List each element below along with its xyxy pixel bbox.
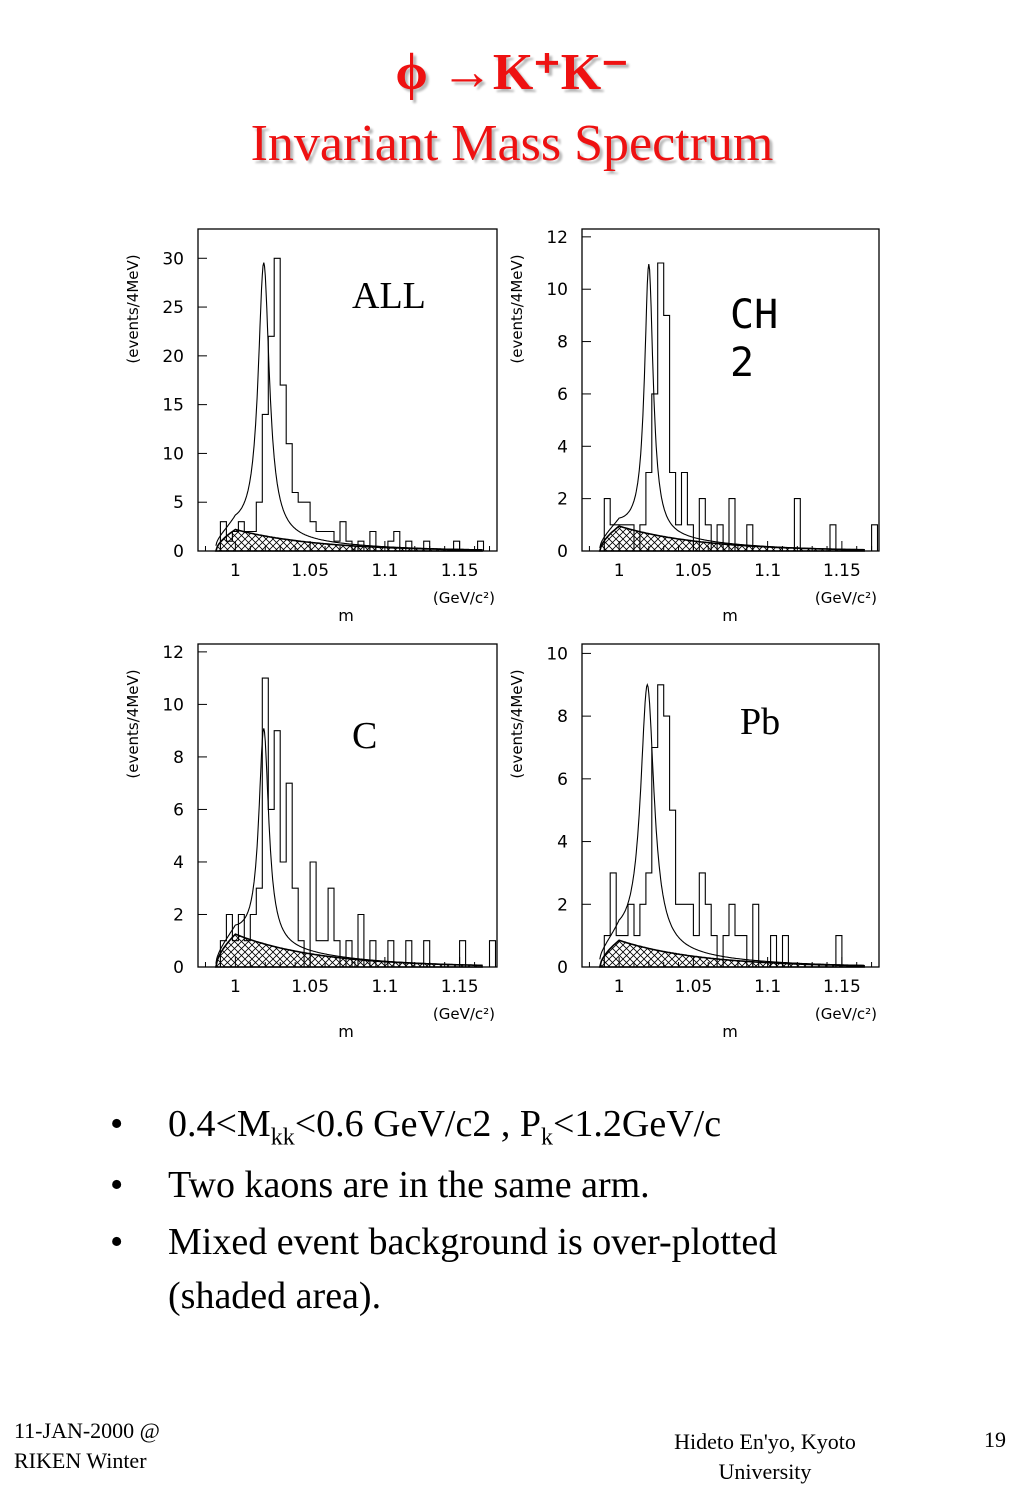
- y-tick-label: 8: [557, 332, 568, 353]
- y-axis-label: (events/4MeV): [124, 254, 142, 364]
- bullet-text: <0.6 GeV/c2 , P: [294, 1103, 541, 1145]
- panel-label: Pb: [740, 701, 781, 743]
- x-axis-unit: (GeV/c²): [432, 1005, 495, 1023]
- x-axis-label: m: [338, 606, 354, 625]
- y-tick-label: 0: [173, 958, 184, 978]
- x-tick-label: 1.15: [440, 977, 479, 997]
- y-axis-label: (events/4MeV): [508, 669, 526, 779]
- x-tick-label: 1: [229, 977, 241, 997]
- x-axis-label: m: [722, 606, 738, 625]
- y-tick-label: 8: [173, 747, 184, 768]
- y-tick-label: 4: [557, 437, 568, 458]
- bullet-text: 0.4<M: [168, 1103, 271, 1145]
- fit-curve: [216, 728, 482, 965]
- footer-date: [14, 1416, 160, 1475]
- x-tick-label: 1.05: [674, 977, 713, 997]
- x-tick-label: 1.1: [371, 977, 399, 997]
- y-tick-label: 20: [162, 346, 184, 367]
- y-tick-label: 10: [162, 695, 184, 716]
- slide-title: Invariant Mass Spectrum: [250, 115, 774, 172]
- y-tick-label: 25: [162, 298, 184, 319]
- y-tick-label: 2: [173, 905, 184, 926]
- y-tick-label: 6: [557, 769, 568, 790]
- x-tick-label: 1.05: [291, 561, 330, 581]
- panel-label: ALL: [352, 275, 426, 317]
- x-tick-label: 1.1: [371, 561, 399, 581]
- x-tick-label: 1.15: [822, 977, 861, 997]
- panel-label: CH: [730, 292, 779, 338]
- footer-author-line: University: [718, 1458, 812, 1484]
- x-tick-label: 1: [229, 561, 241, 581]
- histogram-panel-pb: [508, 644, 879, 1041]
- page-number: 19: [984, 1427, 1006, 1452]
- background-area: [600, 940, 864, 967]
- y-tick-label: 10: [162, 444, 184, 465]
- plot-frame: [198, 644, 497, 967]
- y-tick-label: 12: [546, 227, 568, 248]
- y-tick-label: 10: [546, 644, 568, 665]
- x-tick-label: 1: [613, 977, 625, 997]
- background-area: [216, 934, 482, 967]
- histogram-panel-c: [124, 643, 497, 1041]
- plot-frame: [198, 229, 497, 551]
- x-tick-label: 1.15: [440, 561, 479, 581]
- bullet-text: <1.2GeV/c: [552, 1103, 722, 1145]
- y-tick-label: 2: [557, 489, 568, 510]
- y-tick-label: 30: [162, 249, 184, 270]
- footer-date-line: 11-JAN-2000 @: [14, 1418, 160, 1443]
- x-axis-unit: (GeV/c²): [814, 589, 877, 607]
- bullet-item-same-arm: [110, 1159, 970, 1212]
- plot-frame: [582, 644, 879, 967]
- y-tick-label: 6: [173, 800, 184, 821]
- bullet-glyph: •: [110, 1221, 124, 1264]
- y-tick-label: 0: [173, 542, 184, 562]
- y-tick-label: 15: [162, 395, 184, 416]
- plot-frame: [582, 229, 879, 551]
- x-axis-label: m: [338, 1022, 354, 1041]
- footer-author: [630, 1427, 900, 1486]
- bullet-list: [110, 1098, 970, 1327]
- y-axis-label: (events/4MeV): [124, 669, 142, 779]
- y-tick-label: 8: [557, 707, 568, 728]
- y-tick-label: 10: [546, 280, 568, 301]
- x-tick-label: 1.1: [754, 977, 782, 997]
- panel-label: C: [352, 715, 378, 757]
- x-axis-unit: (GeV/c²): [814, 1005, 877, 1023]
- bullet-text: (shaded area).: [168, 1274, 382, 1317]
- y-tick-label: 2: [557, 895, 568, 916]
- footer-author-line: Hideto En'yo, Kyoto: [674, 1429, 856, 1454]
- bullet-subscript: kk: [270, 1124, 295, 1151]
- x-tick-label: 1.1: [754, 561, 782, 581]
- bullet-text: Mixed event background is over-plotted: [168, 1221, 778, 1264]
- background-area: [216, 530, 482, 552]
- panel-label: 2: [730, 340, 755, 386]
- bullet-glyph: •: [110, 1164, 124, 1207]
- y-tick-label: 4: [557, 832, 568, 853]
- x-tick-label: 1.05: [291, 977, 330, 997]
- slide-title-reaction: ϕ →K⁺K⁻: [395, 44, 629, 101]
- y-tick-label: 0: [557, 542, 568, 562]
- y-tick-label: 12: [162, 642, 184, 663]
- y-tick-label: 4: [173, 852, 184, 873]
- bullet-item-cuts: [110, 1098, 970, 1155]
- bullet-glyph: •: [110, 1103, 124, 1145]
- y-axis-label: (events/4MeV): [508, 254, 526, 364]
- histogram-panel-all: [124, 229, 497, 625]
- histogram-panel-ch2: [508, 228, 879, 625]
- bullet-item-background: [110, 1216, 970, 1322]
- x-tick-label: 1.15: [822, 561, 861, 581]
- x-axis-label: m: [722, 1022, 738, 1041]
- footer-date-line: RIKEN Winter: [14, 1447, 147, 1473]
- bullet-text: Two kaons are in the same arm.: [168, 1164, 650, 1207]
- y-tick-label: 0: [557, 958, 568, 978]
- y-tick-label: 5: [173, 493, 184, 514]
- y-tick-label: 6: [557, 384, 568, 405]
- x-axis-unit: (GeV/c²): [432, 589, 495, 607]
- bullet-subscript: k: [540, 1124, 553, 1151]
- x-tick-label: 1: [613, 561, 625, 581]
- x-tick-label: 1.05: [674, 561, 713, 581]
